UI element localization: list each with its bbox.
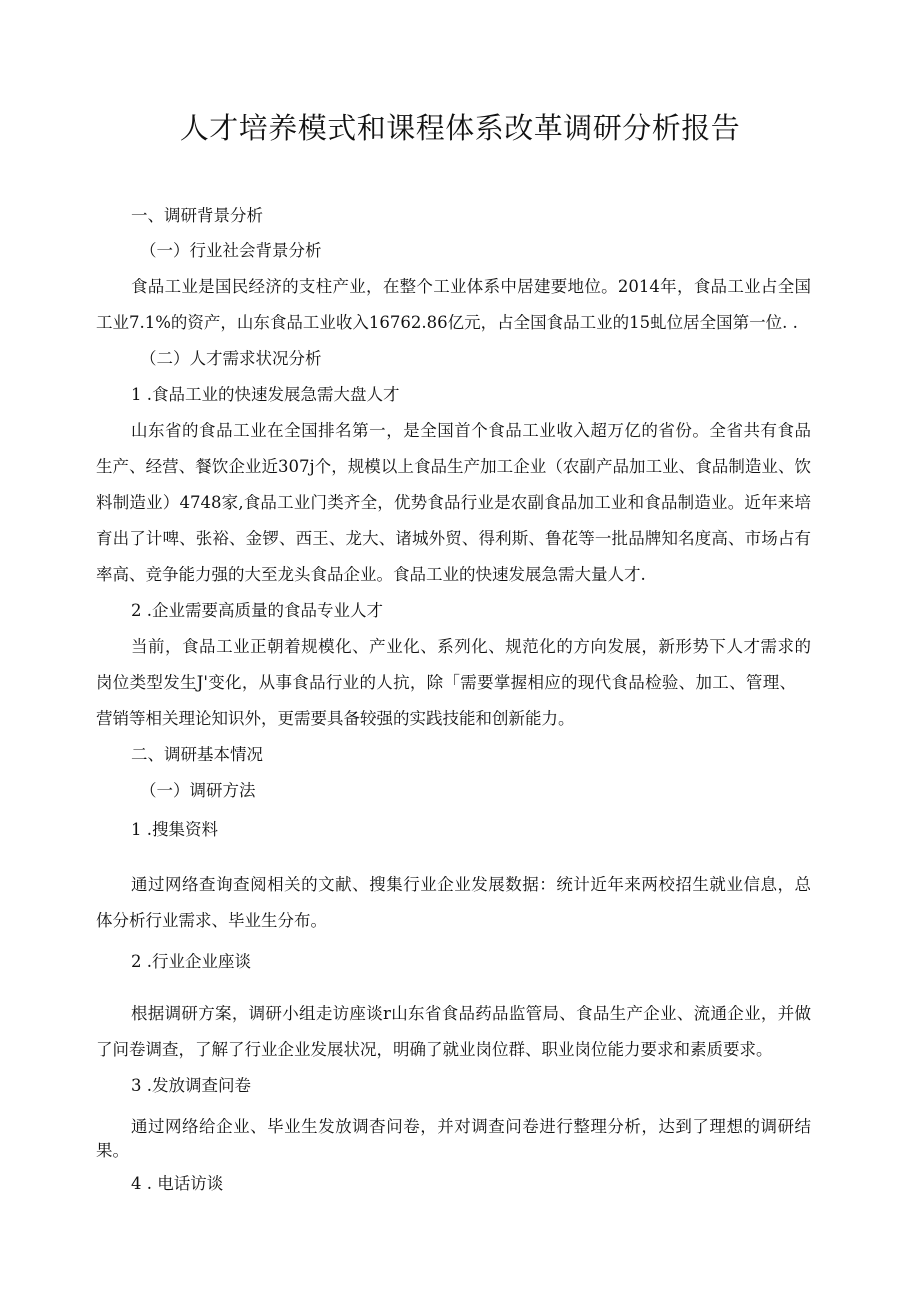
paragraph-line: 岗位类型发生J'变化，从事食品行业的人抗，除「需要掌握相应的现代食品检验、加工、管理、 — [96, 673, 796, 692]
section-heading: 二、调研基本情况 — [131, 745, 263, 764]
paragraph-line: 果。 — [96, 1141, 129, 1160]
item-heading: 4 . 电话访谈 — [131, 1174, 224, 1193]
paragraph-line: 营销等相关理论知识外，更需要具备较强的实践技能和创新能力。 — [96, 709, 575, 728]
paragraph-line: 料制造业）4748家,食品工业门类齐全，优势食品行业是农副食品加工业和食品制造业。近年来培 — [96, 493, 811, 512]
paragraph-line: 当前，食品工业正朝着规模化、产业化、系列化、规范化的方向发展，新形势下人才需求的 — [131, 637, 811, 656]
document-title: 人才培养模式和课程体系改革调研分析报告 — [179, 111, 741, 145]
item-heading: 3 .发放调查问卷 — [131, 1076, 251, 1095]
paragraph-line: 生产、经营、餐饮企业近307j个，规模以上食品生产加工企业（农副产品加工业、食品制造业、饮 — [96, 457, 811, 476]
subsection-heading: （二）人才需求状况分析 — [140, 349, 322, 368]
paragraph-line: 率高、竞争能力强的大至龙头食品企业。食品工业的快速发展急需大量人才. — [96, 565, 646, 584]
item-heading: 1 .搜集资料 — [131, 820, 218, 839]
paragraph-line: 了问卷调查，了解了行业企业发展状况，明确了就业岗位群、职业岗位能力要求和素质要求。 — [96, 1040, 773, 1059]
paragraph-line: 体分析行业需求、毕业生分布。 — [96, 911, 327, 930]
paragraph-line: 食品工业是国民经济的支柱产业，在整个工业体系中居建要地位。2014年，食品工业占全国 — [131, 277, 811, 296]
subsection-heading: （一）行业社会背景分析 — [140, 241, 322, 260]
section-heading: 一、调研背景分析 — [131, 206, 263, 225]
item-heading: 1 .食品工业的快速发展急需大盘人才 — [131, 385, 400, 404]
item-heading: 2 .企业需要高质量的食品专业人才 — [131, 601, 383, 620]
paragraph-line: 育出了计啤、张裕、金锣、西王、龙大、诸城外贸、得利斯、鲁花等一批品牌知名度高、市场占有 — [96, 529, 811, 548]
paragraph-line: 根据调研方案，调研小组走访座谈r山东省食品药品监管局、食品生产企业、流通企业，并做 — [131, 1004, 811, 1023]
paragraph-line: 通过网络查询查阅相关的文献、搜集行业企业发展数据：统计近年来两校招生就业信息，总 — [131, 875, 811, 894]
paragraph-line: 通过网络给企业、毕业生发放调杳问卷，并对调查问卷进行整理分析，达到了理想的调研结 — [131, 1117, 811, 1136]
subsection-heading: （一）调研方法 — [140, 781, 256, 800]
paragraph-line: 工业7.1%的资产，山东食品工业收入16762.86亿元，占全国食品工业的15虬位居全国第一位. . — [96, 313, 798, 332]
paragraph-line: 山东省的食品工业在全国排名第一，是全国首个食品工业收入超万亿的省份。全省共有食品 — [131, 421, 811, 440]
item-heading: 2 .行业企业座谈 — [131, 952, 251, 971]
